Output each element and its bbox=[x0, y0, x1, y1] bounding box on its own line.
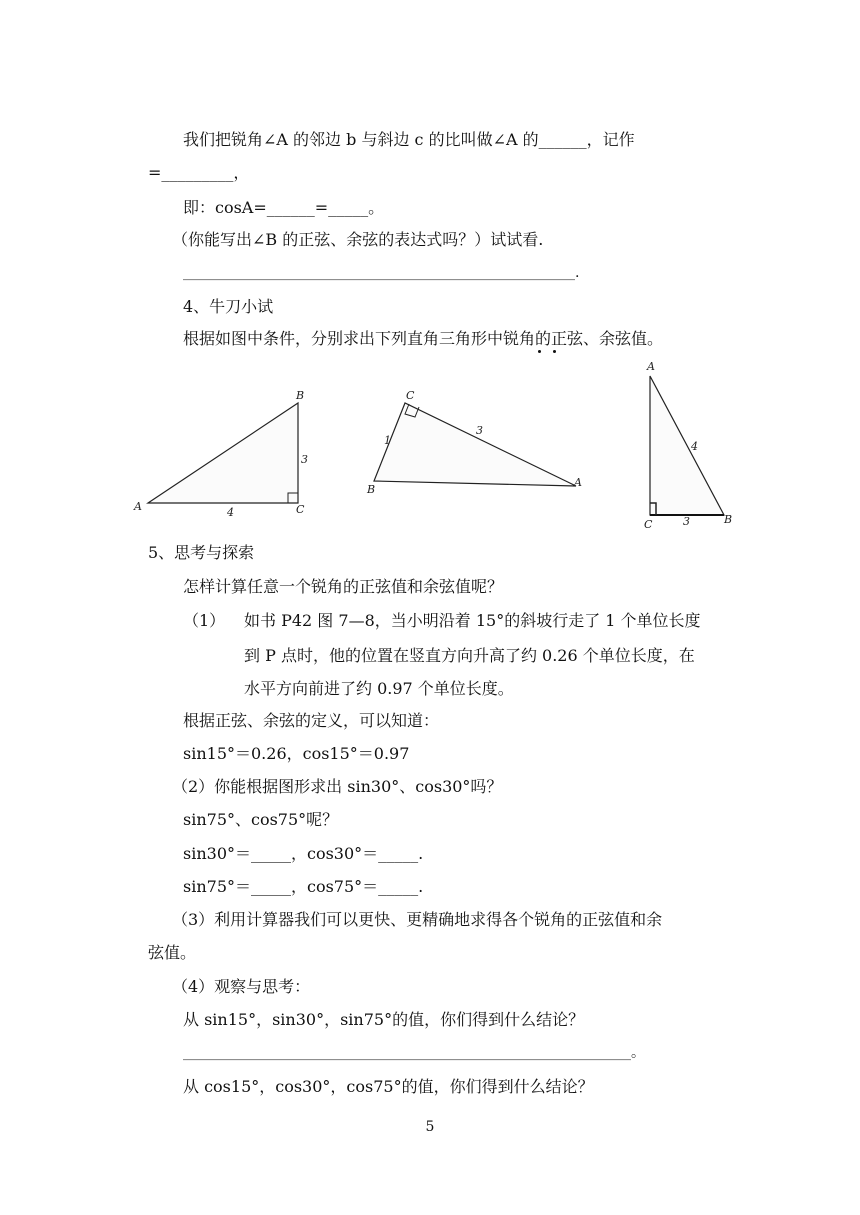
text-line-17: sin30°＝_____，cos30°＝_____. bbox=[183, 844, 424, 863]
text-line-13: 根据正弦、余弦的定义，可以知道： bbox=[183, 711, 440, 730]
text-line-5-blank: ________________________________________________________. bbox=[183, 265, 580, 281]
page-number: 5 bbox=[425, 1119, 435, 1135]
text-line-16: sin75°、cos75°呢？ bbox=[183, 810, 339, 829]
text-line-14: sin15°＝0.26，cos15°＝0.97 bbox=[183, 744, 410, 763]
text-line-23-blank: ________________________________________________________________。 bbox=[183, 1045, 645, 1061]
emphasis-dot bbox=[553, 350, 556, 353]
text-line-3: 即：cosA=______=_____。 bbox=[183, 198, 385, 217]
fig1-side-bc: 3 bbox=[301, 453, 308, 466]
text-line-9: 怎样计算任意一个锐角的正弦值和余弦值呢？ bbox=[183, 577, 504, 596]
text-line-20: 弦值。 bbox=[148, 943, 197, 962]
text-line-24: 从 cos15°，cos30°，cos75°的值，你们得到什么结论？ bbox=[183, 1077, 594, 1096]
fig3-side-bc: 3 bbox=[683, 515, 690, 528]
fig1-label-c: C bbox=[296, 503, 305, 516]
fig1-side-ac: 4 bbox=[227, 506, 234, 519]
section-heading-5: 5、思考与探索 bbox=[148, 543, 255, 562]
triangle-figure-3 bbox=[638, 358, 743, 533]
triangle-figure-1 bbox=[130, 385, 320, 520]
list-marker-1: （1） bbox=[183, 611, 226, 630]
fig3-label-c: C bbox=[644, 518, 653, 531]
fig2-side-bc: 1 bbox=[384, 434, 391, 447]
fig2-label-b: B bbox=[367, 483, 376, 496]
fig3-label-a: A bbox=[647, 360, 655, 373]
fig2-label-c: C bbox=[406, 389, 415, 402]
fig3-label-b: B bbox=[724, 513, 733, 526]
fig2-label-a: A bbox=[574, 476, 582, 489]
triangle-figure-2 bbox=[360, 385, 590, 500]
text-line-12: 水平方向前进了约 0.97 个单位长度。 bbox=[244, 679, 514, 698]
fig1-label-b: B bbox=[296, 389, 305, 402]
text-line-1: 我们把锐角∠A 的邻边 b 与斜边 c 的比叫做∠A 的______，记作 bbox=[183, 130, 635, 149]
text-line-7: 根据如图中条件，分别求出下列直角三角形中锐角的正弦、余弦值。 bbox=[183, 329, 664, 348]
fig1-label-a: A bbox=[134, 500, 142, 513]
text-line-21: （4）观察与思考： bbox=[172, 977, 311, 996]
fig3-side-ab: 4 bbox=[691, 440, 698, 453]
section-heading-4: 4、牛刀小试 bbox=[183, 297, 274, 316]
text-line-11: 到 P 点时，他的位置在竖直方向升高了约 0.26 个单位长度，在 bbox=[244, 646, 695, 665]
text-line-10: 如书 P42 图 7—8，当小明沿着 15°的斜坡行走了 1 个单位长度 bbox=[244, 611, 701, 630]
text-line-15: （2）你能根据图形求出 sin30°、cos30°吗？ bbox=[172, 777, 503, 796]
text-line-18: sin75°＝_____，cos75°＝_____. bbox=[183, 877, 424, 896]
text-line-22: 从 sin15°，sin30°，sin75°的值，你们得到什么结论？ bbox=[183, 1010, 585, 1029]
text-line-4: （你能写出∠B 的正弦、余弦的表达式吗？）试试看. bbox=[172, 230, 544, 249]
fig2-side-ac: 3 bbox=[476, 424, 483, 437]
text-line-19: （3）利用计算器我们可以更快、更精确地求得各个锐角的正弦值和余 bbox=[172, 910, 663, 929]
text-line-2: =_________， bbox=[148, 163, 250, 182]
emphasis-dot bbox=[538, 350, 541, 353]
